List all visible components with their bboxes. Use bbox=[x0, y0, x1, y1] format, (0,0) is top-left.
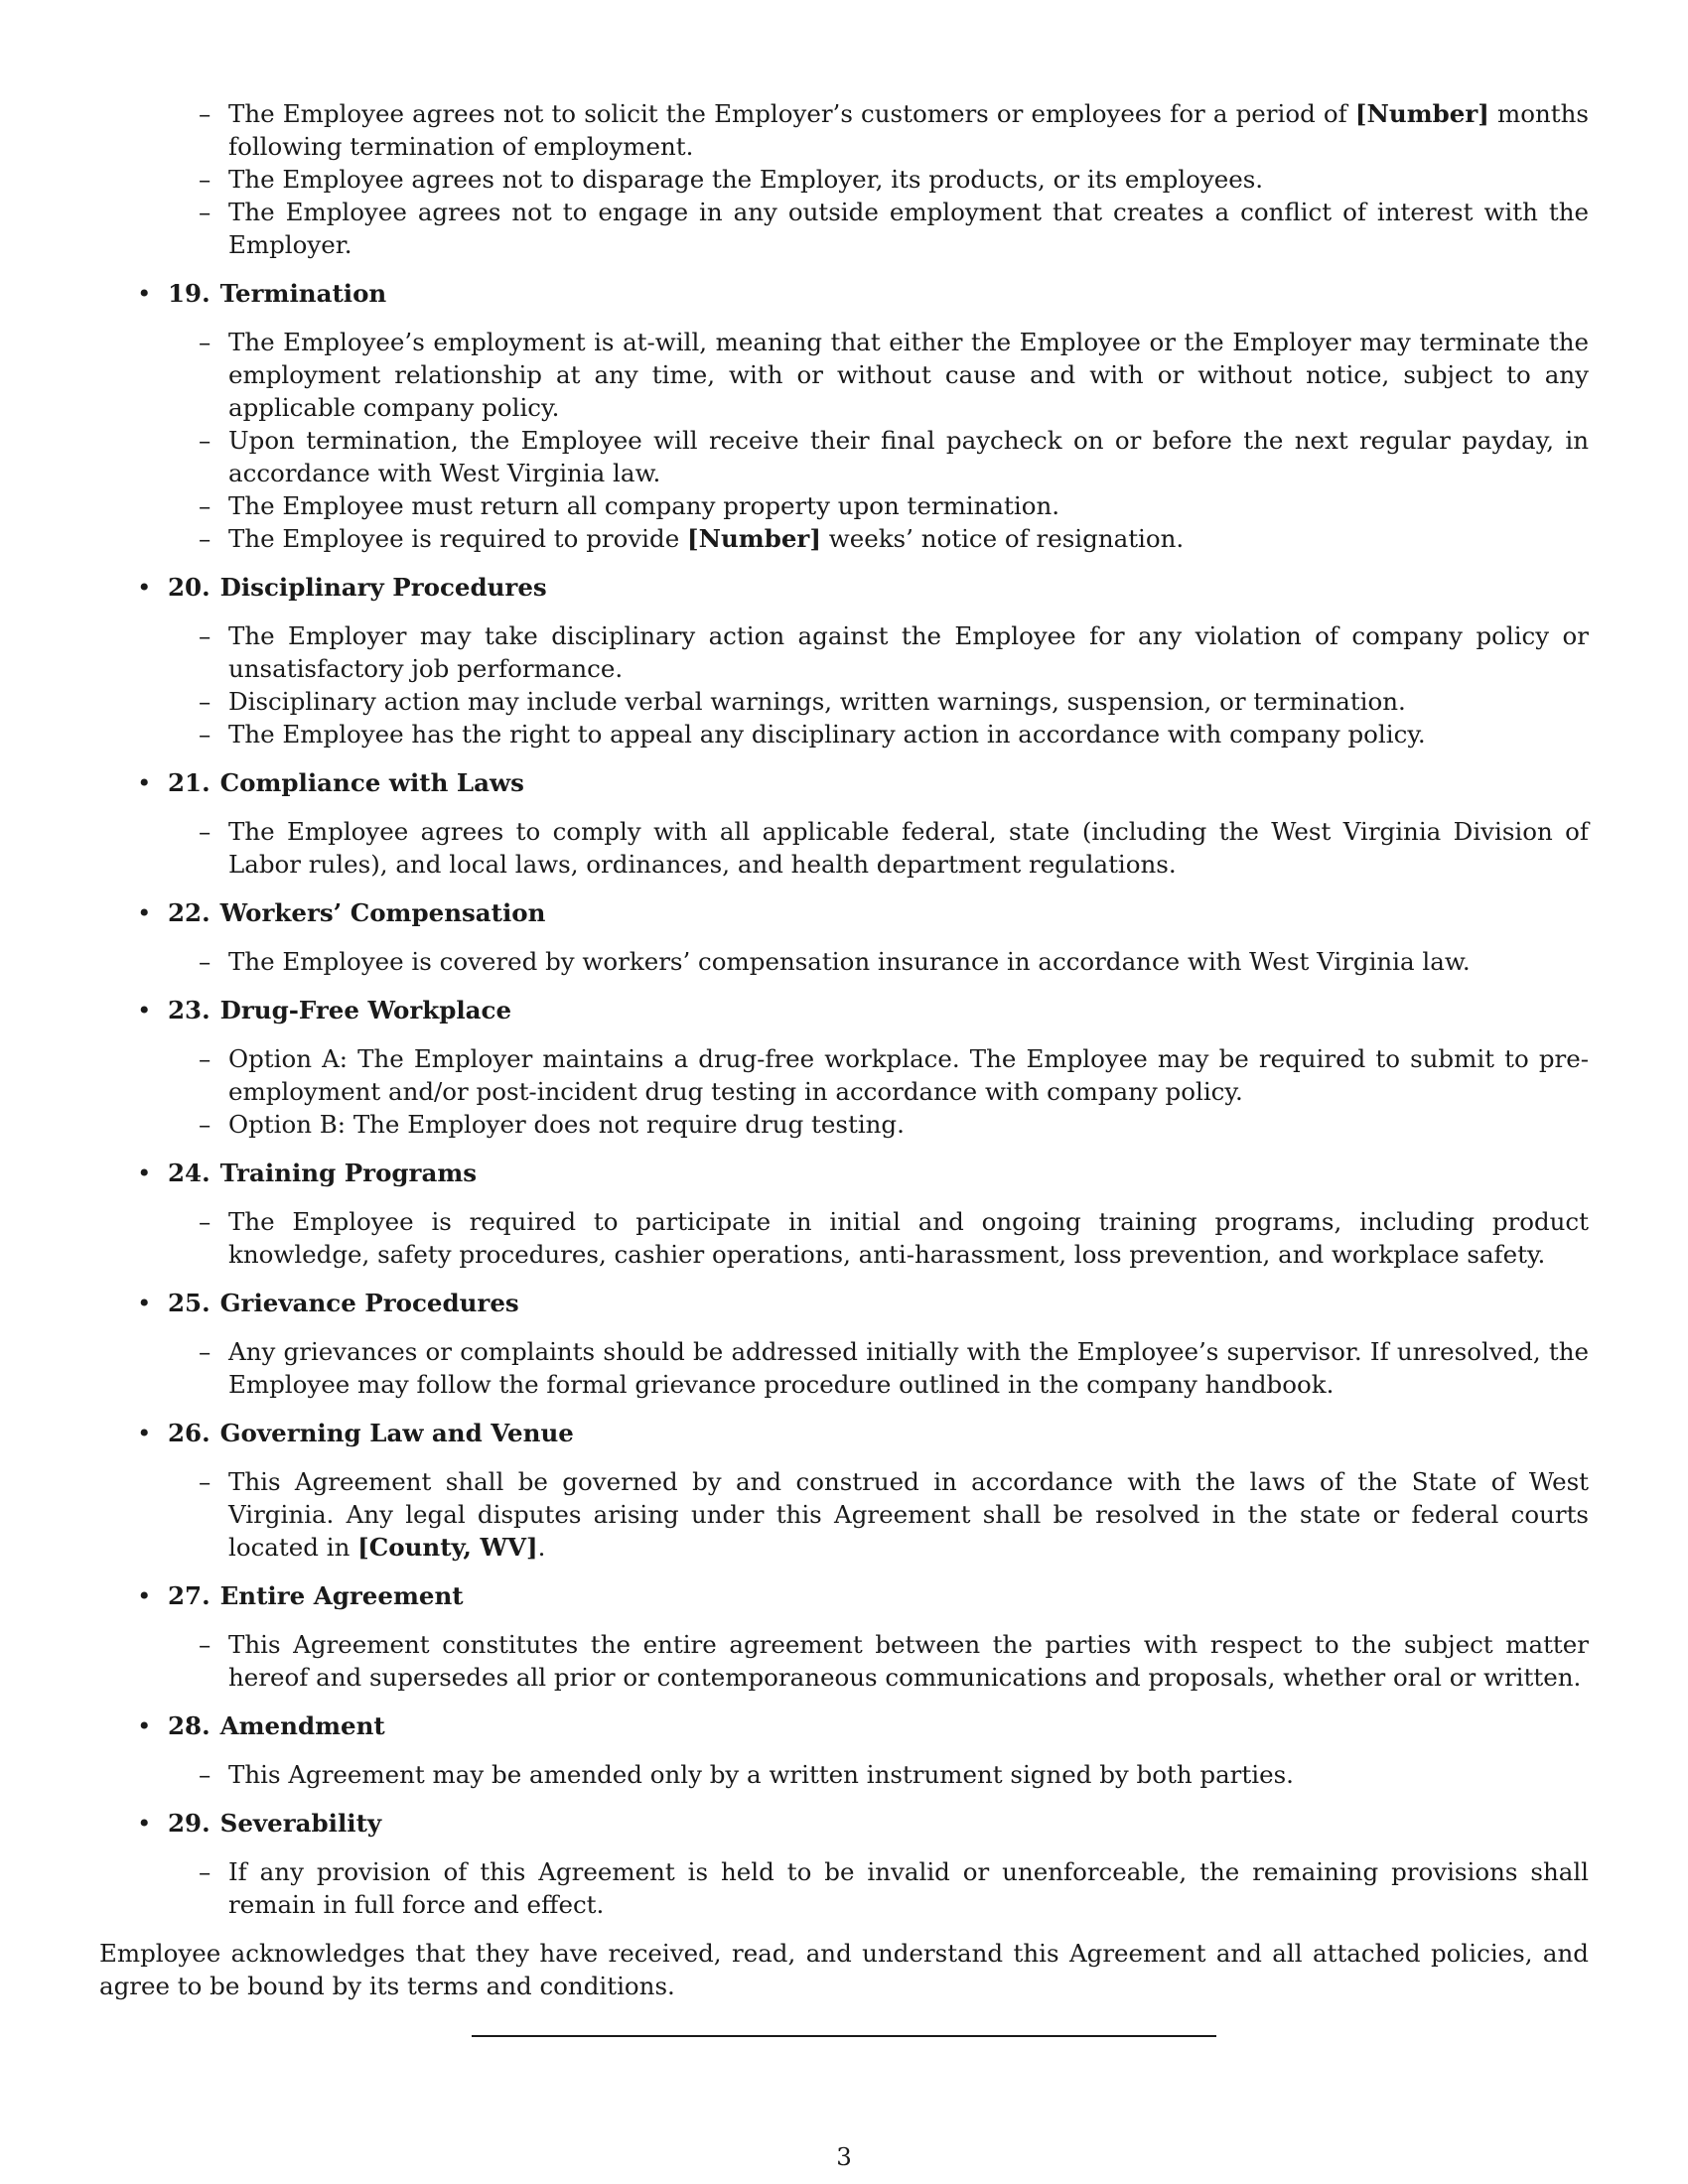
list-item bbox=[99, 1855, 1589, 1921]
section-heading bbox=[99, 766, 1589, 799]
section-title: Entire Agreement bbox=[219, 1581, 464, 1610]
section bbox=[99, 994, 1589, 1141]
dash-bullet: – bbox=[199, 99, 211, 128]
list-item bbox=[99, 945, 1589, 978]
dash-bullet: – bbox=[199, 720, 211, 749]
section-heading bbox=[99, 1287, 1589, 1319]
list-item bbox=[99, 718, 1589, 751]
list-item bbox=[99, 326, 1589, 424]
item-text: The Employee is covered by workers’ compensation insurance in accordance with West Virginia law. bbox=[228, 947, 1471, 976]
section-number: 22. bbox=[168, 898, 211, 927]
bullet-icon: • bbox=[137, 1809, 152, 1838]
item-text: The Employee agrees to comply with all applicable federal, state (including the West Virginia Division of Labor rules), and local laws, ordinances, and health department regulations. bbox=[228, 817, 1589, 879]
dash-bullet: – bbox=[199, 1467, 211, 1496]
dash-bullet: – bbox=[199, 198, 211, 226]
item-text: The Employee agrees not to solicit the Employer’s customers or employees for a period of bbox=[228, 99, 1355, 128]
section-heading bbox=[99, 1709, 1589, 1742]
item-text: The Employee agrees not to engage in any outside employment that creates a conflict of interest with the Employer. bbox=[228, 198, 1589, 259]
section-title: Disciplinary Procedures bbox=[219, 573, 547, 602]
section-heading bbox=[99, 571, 1589, 604]
bullet-icon: • bbox=[137, 279, 152, 308]
dash-bullet: – bbox=[199, 947, 211, 976]
section-title: Grievance Procedures bbox=[219, 1289, 519, 1317]
section-items bbox=[99, 1335, 1589, 1401]
section-title: Training Programs bbox=[219, 1159, 478, 1187]
section-number: 20. bbox=[168, 573, 211, 602]
bullet-icon: • bbox=[137, 1159, 152, 1187]
list-item bbox=[99, 489, 1589, 522]
list-item bbox=[99, 522, 1589, 555]
dash-bullet: – bbox=[199, 426, 211, 455]
dash-bullet: – bbox=[199, 328, 211, 356]
list-item bbox=[99, 619, 1589, 685]
section-heading bbox=[99, 277, 1589, 310]
list-item bbox=[99, 1335, 1589, 1401]
dash-bullet: – bbox=[199, 491, 211, 520]
placeholder-field: [Number] bbox=[686, 524, 821, 553]
section-title: Termination bbox=[219, 279, 387, 308]
dash-bullet: – bbox=[199, 1760, 211, 1789]
list-item bbox=[99, 1628, 1589, 1694]
list-item bbox=[99, 424, 1589, 489]
bullet-icon: • bbox=[137, 1711, 152, 1740]
section-heading bbox=[99, 1579, 1589, 1612]
item-text: This Agreement shall be governed by and construed in accordance with the laws of the State of West Virginia. Any legal disputes arising under this Agreement shall be resolved in the state or federal courts located in bbox=[228, 1467, 1589, 1562]
section bbox=[99, 571, 1589, 751]
dash-bullet: – bbox=[199, 817, 211, 846]
section bbox=[99, 277, 1589, 555]
item-text: Upon termination, the Employee will receive their final paycheck on or before the next regular payday, in accordance with West Virginia law. bbox=[228, 426, 1589, 487]
section-heading bbox=[99, 1417, 1589, 1449]
list-item bbox=[99, 196, 1589, 261]
section-items bbox=[99, 1628, 1589, 1694]
section-number: 27. bbox=[168, 1581, 211, 1610]
signature-line bbox=[472, 2035, 1216, 2037]
section bbox=[99, 1157, 1589, 1271]
section bbox=[99, 1807, 1589, 1921]
section bbox=[99, 1417, 1589, 1564]
dash-bullet: – bbox=[199, 1857, 211, 1886]
bullet-icon: • bbox=[137, 898, 152, 927]
bullet-icon: • bbox=[137, 1289, 152, 1317]
section-heading bbox=[99, 1157, 1589, 1189]
bullet-icon: • bbox=[137, 996, 152, 1024]
item-text: The Employee has the right to appeal any disciplinary action in accordance with company policy. bbox=[228, 720, 1426, 749]
section-number: 21. bbox=[168, 768, 211, 797]
section bbox=[99, 1579, 1589, 1694]
document-page bbox=[99, 97, 1589, 2002]
section-heading bbox=[99, 994, 1589, 1026]
dash-bullet: – bbox=[199, 687, 211, 716]
dash-bullet: – bbox=[199, 621, 211, 650]
section-number: 28. bbox=[168, 1711, 211, 1740]
section-items bbox=[99, 1042, 1589, 1141]
list-item bbox=[99, 97, 1589, 163]
list-item bbox=[99, 1205, 1589, 1271]
acknowledgment-paragraph: Employee acknowledges that they have received, read, and understand this Agreement and all attached policies, and agree to be bound by its terms and conditions. bbox=[99, 1939, 1589, 2000]
section bbox=[99, 896, 1589, 978]
list-item bbox=[99, 685, 1589, 718]
item-text: The Employee agrees not to disparage the Employer, its products, or its employees. bbox=[228, 165, 1264, 194]
bullet-icon: • bbox=[137, 1581, 152, 1610]
list-item bbox=[99, 1465, 1589, 1564]
item-text: The Employee is required to provide bbox=[228, 524, 687, 553]
section-items bbox=[99, 945, 1589, 978]
section-number: 26. bbox=[168, 1419, 211, 1447]
list-item bbox=[99, 163, 1589, 196]
dash-bullet: – bbox=[199, 1207, 211, 1236]
section-title: Workers’ Compensation bbox=[219, 898, 546, 927]
bullet-icon: • bbox=[137, 573, 152, 602]
dash-bullet: – bbox=[199, 524, 211, 553]
section-items bbox=[99, 619, 1589, 751]
list-item bbox=[99, 1042, 1589, 1108]
section-items bbox=[99, 326, 1589, 555]
section-items bbox=[99, 815, 1589, 881]
item-text: Option B: The Employer does not require drug testing. bbox=[228, 1110, 905, 1139]
placeholder-field: [County, WV] bbox=[357, 1533, 538, 1562]
item-text-tail: weeks’ notice of resignation. bbox=[820, 524, 1185, 553]
section-number: 29. bbox=[168, 1809, 211, 1838]
item-text: This Agreement constitutes the entire agreement between the parties with respect to the subject matter hereof and supersedes all prior or contemporaneous communications and proposals, whether oral or written. bbox=[228, 1630, 1589, 1692]
section bbox=[99, 1287, 1589, 1401]
bullet-icon: • bbox=[137, 768, 152, 797]
section-title: Drug-Free Workplace bbox=[219, 996, 512, 1024]
item-text: If any provision of this Agreement is held to be invalid or unenforceable, the remaining provisions shall remain in full force and effect. bbox=[228, 1857, 1589, 1919]
dash-bullet: – bbox=[199, 1110, 211, 1139]
intro-list bbox=[99, 97, 1589, 261]
section-title: Governing Law and Venue bbox=[219, 1419, 574, 1447]
section-title: Amendment bbox=[219, 1711, 385, 1740]
dash-bullet: – bbox=[199, 1044, 211, 1073]
dash-bullet: – bbox=[199, 1337, 211, 1366]
section-heading bbox=[99, 1807, 1589, 1840]
section-title: Severability bbox=[219, 1809, 382, 1838]
section-items bbox=[99, 1855, 1589, 1921]
section-items bbox=[99, 1758, 1589, 1791]
item-text: The Employee must return all company property upon termination. bbox=[228, 491, 1060, 520]
sections-container bbox=[99, 277, 1589, 1921]
section bbox=[99, 766, 1589, 881]
placeholder-field: [Number] bbox=[1354, 99, 1489, 128]
list-item bbox=[99, 1108, 1589, 1141]
item-text-tail: . bbox=[537, 1533, 546, 1562]
dash-bullet: – bbox=[199, 1630, 211, 1659]
item-text: The Employee’s employment is at-will, meaning that either the Employee or the Employer may terminate the employment relationship at any time, with or without cause and with or without notice, subject to any applicable company policy. bbox=[228, 328, 1589, 422]
item-text: Option A: The Employer maintains a drug-free workplace. The Employee may be required to submit to pre-employment and/or post-incident drug testing in accordance with company policy. bbox=[228, 1044, 1589, 1106]
section-items bbox=[99, 1205, 1589, 1271]
list-item bbox=[99, 815, 1589, 881]
section-number: 25. bbox=[168, 1289, 211, 1317]
dash-bullet: – bbox=[199, 165, 211, 194]
item-text: This Agreement may be amended only by a written instrument signed by both parties. bbox=[228, 1760, 1294, 1789]
item-text-tail: months following termination of employment. bbox=[228, 99, 1590, 161]
page-number: 3 bbox=[836, 2142, 852, 2171]
bullet-icon: • bbox=[137, 1419, 152, 1447]
section-number: 19. bbox=[168, 279, 211, 308]
item-text: The Employer may take disciplinary action against the Employee for any violation of company policy or unsatisfactory job performance. bbox=[228, 621, 1589, 683]
section-items bbox=[99, 1465, 1589, 1564]
section-number: 23. bbox=[168, 996, 211, 1024]
item-text: The Employee is required to participate in initial and ongoing training programs, including product knowledge, safety procedures, cashier operations, anti-harassment, loss prevention, and workplace safety. bbox=[228, 1207, 1589, 1269]
section-title: Compliance with Laws bbox=[219, 768, 524, 797]
section-heading bbox=[99, 896, 1589, 929]
list-item bbox=[99, 1758, 1589, 1791]
item-text: Disciplinary action may include verbal warnings, written warnings, suspension, or termination. bbox=[228, 687, 1406, 716]
section-number: 24. bbox=[168, 1159, 211, 1187]
item-text: Any grievances or complaints should be addressed initially with the Employee’s supervisor. If unresolved, the Employee may follow the formal grievance procedure outlined in the company handbook. bbox=[228, 1337, 1589, 1399]
section bbox=[99, 1709, 1589, 1791]
